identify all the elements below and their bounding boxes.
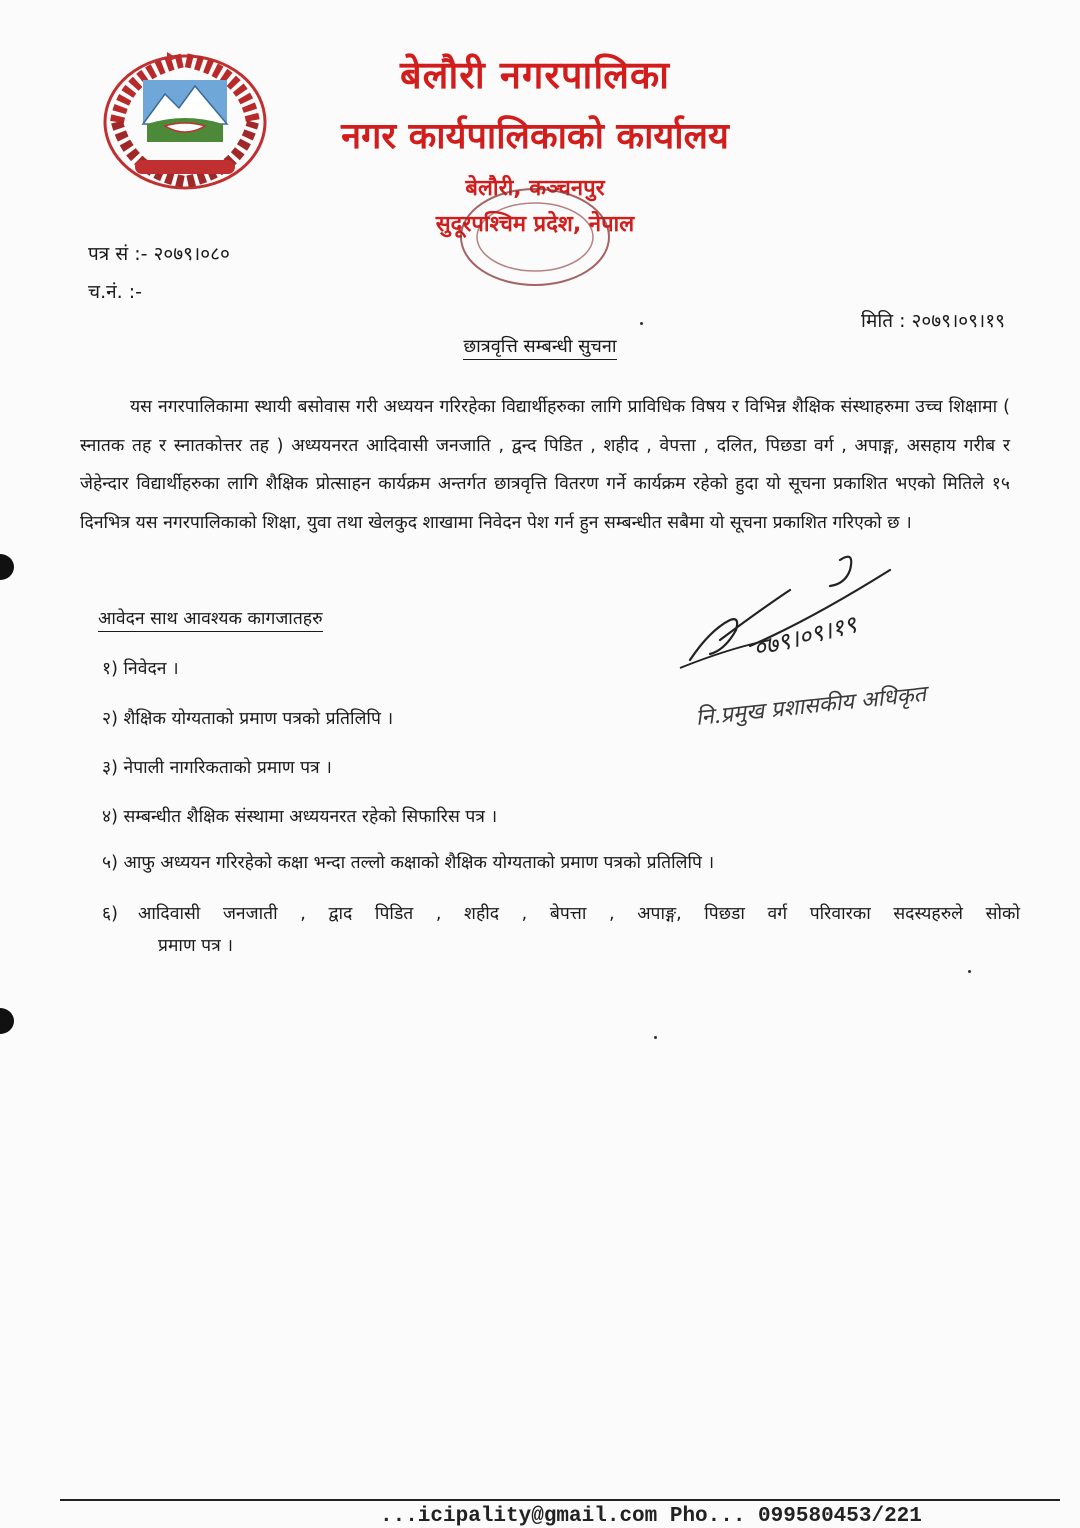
list-item: ५) आफु अध्ययन गरिरहेको कक्षा भन्दा तल्लो कक्षाको शैक्षिक योग्यताको प्रमाण पत्रको प्रतिलिपि ।: [102, 853, 715, 873]
signature-date: ०७९।०९।१९: [750, 610, 860, 663]
speck: [968, 970, 971, 973]
punch-hole: [0, 554, 14, 580]
header-province: सुदूरपश्चिम प्रदेश, नेपाल: [435, 212, 635, 237]
footer-divider: [60, 1499, 1060, 1501]
header-address: बेलौरी, कञ्चनपुर: [465, 176, 605, 201]
patra-sankhya: पत्र सं :- २०७९।०८०: [88, 243, 230, 265]
list-item: ४) सम्बन्धीत शैक्षिक संस्थामा अध्ययनरत रहेको सिफारिस पत्र ।: [102, 807, 498, 827]
chalani-number: च.नं. :-: [88, 281, 142, 303]
signatory-title: नि.प्रमुख प्रशासकीय अधिकृत: [694, 681, 928, 732]
notice-title: छात्रवृत्ति सम्बन्धी सुचना: [0, 334, 1080, 358]
notice-date: मिति : २०७९।०९।१९: [861, 310, 1005, 332]
list-item: ३) नेपाली नागरिकताको प्रमाण पत्र ।: [102, 758, 332, 778]
notice-body: यस नगरपालिकामा स्थायी बसोवास गरी अध्ययन गरिरहेका विद्यार्थीहरुका लागि प्राविधिक विषय र विभिन्न शैक्षिक संस्थाहरुमा उच्च शिक्षामा ( स्नातक तह र स्नातकोत्तर तह ) अध्ययनरत आदिवासी जनजाति , द्वन्द पिडित , शहीद , वेपत्ता , दलित, पिछडा वर्ग , अपाङ्ग, असहाय गरीब र जेहेन्दार विद्यार्थीहरुका लागि शैक्षिक प्रोत्साहन कार्यक्रम अन्तर्गत छात्रवृत्ति वितरण गर्ने कार्यक्रम रहेको हुदा यो सूचना प्रकाशित भएको मितिले १५ दिनभित्र यस नगरपालिकाको शिक्षा, युवा तथा खेलकुद शाखामा निवेदन पेश गर्न हुन सम्बन्धीत सबैमा यो सूचना प्रकाशित गरिएको छ ।: [80, 397, 1010, 533]
header-municipality-name: बेलौरी नगरपालिका: [399, 53, 670, 97]
punch-hole: [0, 1008, 14, 1034]
list-item-text-cont: प्रमाण पत्र ।: [158, 936, 233, 956]
list-item-number: ६): [102, 904, 118, 924]
header-office-name: नगर कार्यपालिकाको कार्यालय: [341, 116, 729, 157]
speck: [640, 322, 643, 325]
signature-icon: [670, 550, 910, 680]
list-item: १) निवेदन ।: [102, 659, 179, 679]
footer-contact: ...icipality@gmail.com Pho... 099580453/221: [380, 1505, 922, 1528]
office-stamp-icon: [455, 182, 615, 292]
list-item-text: आदिवासी जनजाती , द्वाद पिडित , शहीद , बेपत्ता , अपाङ्ग, पिछडा वर्ग परिवारका सदस्यहरुले सोको: [138, 904, 1020, 924]
speck: [654, 1036, 657, 1039]
list-item: २) शैक्षिक योग्यताको प्रमाण पत्रको प्रतिलिपि ।: [102, 709, 394, 729]
list-item: [102, 898, 1020, 962]
nepal-emblem-logo: [95, 42, 275, 192]
docs-heading: आवेदन साथ आवश्यक कागजातहरु: [98, 606, 323, 630]
